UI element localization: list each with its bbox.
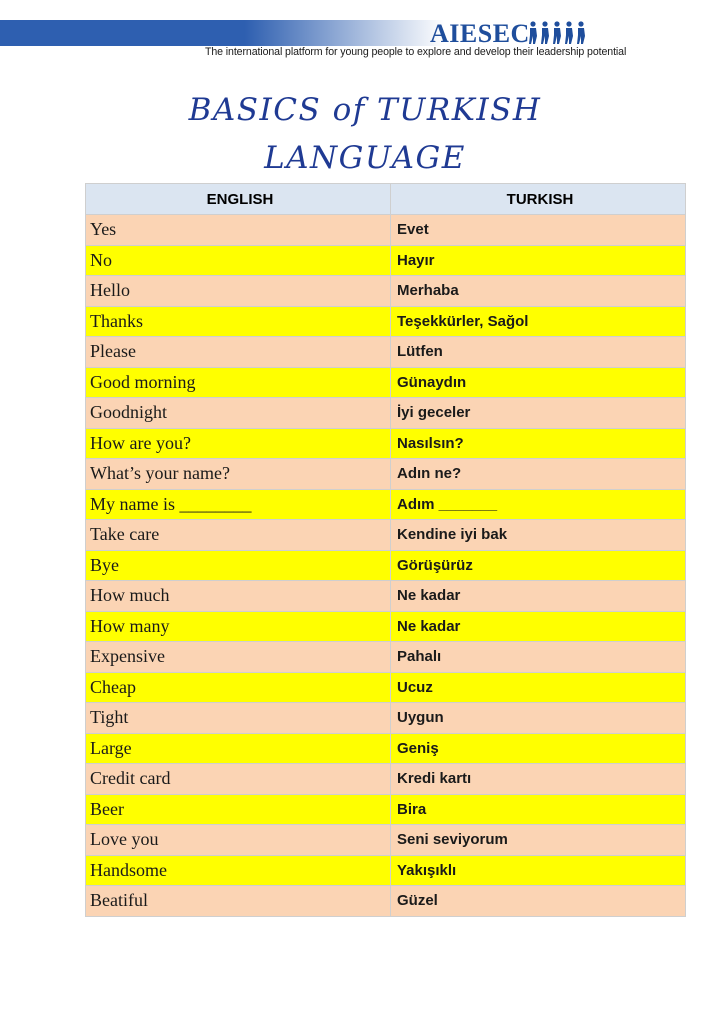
turkish-cell: İyi geceler (391, 398, 686, 429)
turkish-cell: Uygun (391, 703, 686, 734)
english-cell: Love you (86, 825, 391, 856)
english-cell: Bye (86, 550, 391, 581)
turkish-cell: Geniş (391, 733, 686, 764)
english-cell: What’s your name? (86, 459, 391, 490)
turkish-cell: Lütfen (391, 337, 686, 368)
table-row (86, 337, 686, 368)
turkish-cell: Adın ne? (391, 459, 686, 490)
table-row (86, 855, 686, 886)
english-cell: Large (86, 733, 391, 764)
table-row (86, 733, 686, 764)
page-title (150, 86, 580, 182)
english-cell: Cheap (86, 672, 391, 703)
turkish-cell: Evet (391, 215, 686, 246)
table-row (86, 794, 686, 825)
english-cell: Goodnight (86, 398, 391, 429)
table-body (86, 215, 686, 917)
english-cell: Yes (86, 215, 391, 246)
table-row (86, 703, 686, 734)
table-row (86, 489, 686, 520)
english-cell: Beer (86, 794, 391, 825)
english-cell: How are you? (86, 428, 391, 459)
table-row (86, 764, 686, 795)
turkish-cell: Ne kadar (391, 611, 686, 642)
aiesec-logo: AIESEC (430, 19, 530, 48)
table-row (86, 428, 686, 459)
table-row (86, 672, 686, 703)
turkish-cell: Ne kadar (391, 581, 686, 612)
english-cell: My name is ________ (86, 489, 391, 520)
table-row (86, 825, 686, 856)
turkish-cell: Kendine iyi bak (391, 520, 686, 551)
turkish-cell: Adım _______ (391, 489, 686, 520)
table-row (86, 886, 686, 917)
turkish-cell: Seni seviyorum (391, 825, 686, 856)
english-cell: Beatiful (86, 886, 391, 917)
table-row (86, 642, 686, 673)
title-line-1: BASICS of TURKISH (188, 92, 542, 128)
table-row (86, 611, 686, 642)
turkish-cell: Pahalı (391, 642, 686, 673)
english-cell: Please (86, 337, 391, 368)
english-cell: Hello (86, 276, 391, 307)
turkish-cell: Bira (391, 794, 686, 825)
turkish-cell: Güzel (391, 886, 686, 917)
turkish-cell: Yakışıklı (391, 855, 686, 886)
table-row (86, 581, 686, 612)
table-row (86, 398, 686, 429)
title-line-2: LANGUAGE (264, 140, 466, 176)
header-stripe (0, 20, 445, 46)
turkish-cell: Teşekkürler, Sağol (391, 306, 686, 337)
turkish-cell: Ucuz (391, 672, 686, 703)
vocabulary-table (85, 183, 686, 917)
table-row (86, 306, 686, 337)
english-cell: Tight (86, 703, 391, 734)
english-cell: How many (86, 611, 391, 642)
people-figures-icon (528, 20, 590, 44)
english-cell: Handsome (86, 855, 391, 886)
table-row (86, 245, 686, 276)
turkish-cell: Görüşürüz (391, 550, 686, 581)
header-band (0, 20, 728, 46)
turkish-cell: Kredi kartı (391, 764, 686, 795)
column-header-english: ENGLISH (86, 184, 391, 215)
english-cell: No (86, 245, 391, 276)
table-row (86, 367, 686, 398)
turkish-cell: Merhaba (391, 276, 686, 307)
table-row (86, 459, 686, 490)
turkish-cell: Hayır (391, 245, 686, 276)
english-cell: Credit card (86, 764, 391, 795)
column-header-turkish: TURKISH (391, 184, 686, 215)
turkish-cell: Nasılsın? (391, 428, 686, 459)
turkish-cell: Günaydın (391, 367, 686, 398)
english-cell: Thanks (86, 306, 391, 337)
tagline: The international platform for young people to explore and develop their leadership potential (205, 46, 627, 58)
table-row (86, 215, 686, 246)
table-row (86, 550, 686, 581)
english-cell: Expensive (86, 642, 391, 673)
english-cell: Take care (86, 520, 391, 551)
table-header-row (86, 184, 686, 215)
table-row (86, 276, 686, 307)
english-cell: Good morning (86, 367, 391, 398)
table-row (86, 520, 686, 551)
english-cell: How much (86, 581, 391, 612)
